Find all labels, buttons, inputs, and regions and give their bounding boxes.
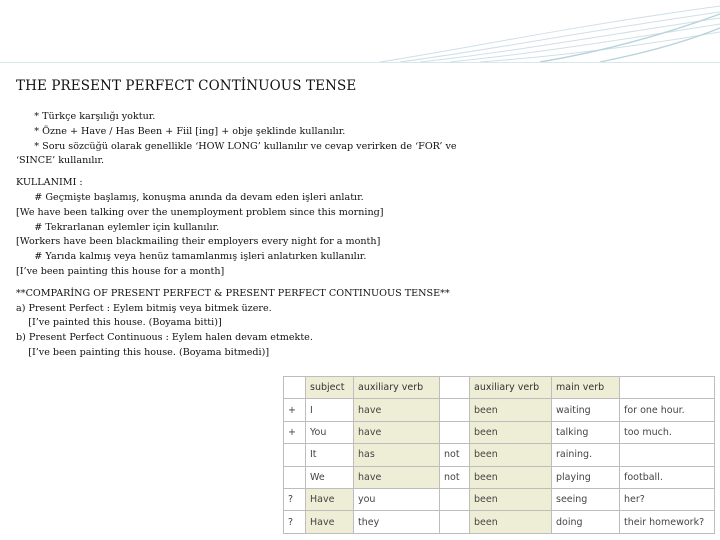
table-cell [284,466,306,488]
table-row [284,444,715,466]
table-row [284,511,715,533]
table-cell [440,399,470,421]
table-cell: their homework? [620,511,715,533]
table-cell: her? [620,488,715,510]
table-cell: We [306,466,354,488]
table-cell: It [306,444,354,466]
header-cell: auxiliary verb [470,377,552,399]
table-row [284,488,715,510]
example-line: [I’ve been painting this house for a month] [16,265,225,277]
text-line: * Soru sözcüğü olarak genellikle ‘HOW LONG’ kullanılır ve cevap verirken de ‘FOR’ ve [16,140,457,152]
table-cell: they [354,511,440,533]
table-cell: too much. [620,421,715,443]
section-heading-usage: KULLANIMI : [16,177,83,189]
table-cell: raining. [552,444,620,466]
table-cell: Have [306,511,354,533]
table-cell [440,421,470,443]
header-cell [440,377,470,399]
table-cell: ? [284,488,306,510]
table-cell: ? [284,511,306,533]
table-cell [284,444,306,466]
table-cell: been [470,421,552,443]
text-line: a) Present Perfect : Eylem bitmiş veya bitmek üzere. [16,302,272,314]
table-cell: I [306,399,354,421]
table-cell: has [354,444,440,466]
table-cell: been [470,511,552,533]
header-divider [0,62,720,63]
table-cell: been [470,399,552,421]
table-row [284,399,715,421]
text-line: # Yarıda kalmış veya henüz tamamlanmış işleri anlatırken kullanılır. [16,251,367,263]
example-line: [We have been talking over the unemployment problem since this morning] [16,206,384,218]
table-cell: not [440,466,470,488]
table-cell: + [284,399,306,421]
table-cell [440,488,470,510]
table-cell: football. [620,466,715,488]
header-cell [620,377,715,399]
section-heading-comparing: **COMPARİNG OF PRESENT PERFECT & PRESENT PERFECT CONTINUOUS TENSE** [16,287,450,299]
text-line: * Özne + Have / Has Been + Fiil [ing] + obje şeklinde kullanılır. [16,125,346,137]
page-title: THE PRESENT PERFECT CONTİNUOUS TENSE [16,78,357,94]
table-cell: + [284,421,306,443]
decorative-swoosh-lines [0,0,720,70]
table-cell: You [306,421,354,443]
text-line: * Türkçe karşılığı yoktur. [16,111,156,122]
example-line: [Workers have been blackmailing their employers every night for a month] [16,236,381,248]
text-line: b) Present Perfect Continuous : Eylem halen devam etmekte. [16,332,313,344]
header-cell: main verb [552,377,620,399]
table-cell: have [354,466,440,488]
text-line: ‘SINCE’ kullanılır. [16,155,105,167]
table-cell: been [470,488,552,510]
table-cell: have [354,399,440,421]
header-cell [284,377,306,399]
table-cell: been [470,444,552,466]
table-cell: you [354,488,440,510]
table-cell: Have [306,488,354,510]
table-cell: been [470,466,552,488]
table-cell: seeing [552,488,620,510]
text-line: # Tekrarlanan eylemler için kullanılır. [16,221,220,233]
table-cell: waiting [552,399,620,421]
table-cell [620,444,715,466]
header-cell: auxiliary verb [354,377,440,399]
table-header-row [284,377,715,399]
header-cell: subject [306,377,354,399]
text-line: # Geçmişte başlamış, konuşma anında da devam eden işleri anlatır. [16,191,364,203]
table-cell: playing [552,466,620,488]
table-row [284,421,715,443]
example-line: [I’ve painted this house. (Boyama bitti)] [16,317,222,329]
table-cell: doing [552,511,620,533]
table-cell [440,511,470,533]
example-line: [I’ve been painting this house. (Boyama bitmedi)] [16,346,270,358]
body-text [16,110,706,361]
table-row [284,466,715,488]
table-cell: talking [552,421,620,443]
table-cell: for one hour. [620,399,715,421]
table-cell: have [354,421,440,443]
table-cell: not [440,444,470,466]
grammar-table [283,376,715,534]
